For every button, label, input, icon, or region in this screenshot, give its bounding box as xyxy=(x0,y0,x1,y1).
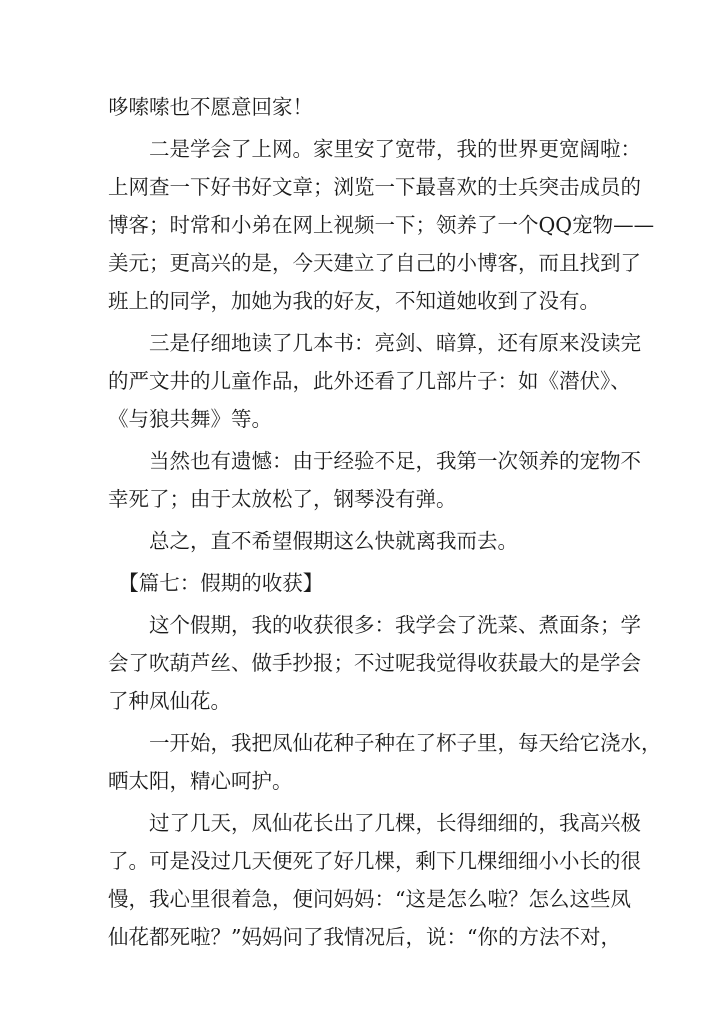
section-heading xyxy=(108,564,616,602)
text-line: 这个假期，我的收获很多：我学会了洗菜、煮面条；学 xyxy=(108,613,641,637)
text-line: 幸死了；由于太放松了，钢琴没有弹。 xyxy=(108,487,457,511)
text-line: 美元；更高兴的是，今天建立了自己的小博客，而且找到了 xyxy=(108,251,641,275)
paragraph-conclusion xyxy=(108,522,616,560)
section-heading-text: 【篇七：假期的收获】 xyxy=(108,571,324,595)
paragraph-planting xyxy=(108,724,662,800)
paragraph-0 xyxy=(108,88,616,126)
paragraph-harvest-intro xyxy=(108,606,641,720)
paragraph-regrets xyxy=(108,442,641,518)
text-line: 仙花都死啦？”妈妈问了我情况后，说：“你的方法不对， xyxy=(108,925,621,949)
text-line: 班上的同学，加她为我的好友，不知道她收到了没有。 xyxy=(108,289,600,313)
text-line: 过了几天，凤仙花长出了几棵，长得细细的，我高兴极 xyxy=(108,811,641,835)
paragraph-read-books xyxy=(108,324,641,438)
text-line: 会了吹葫芦丝、做手抄报；不过呢我觉得收获最大的是学会 xyxy=(108,651,641,675)
text-line: 总之，直不希望假期这么快就离我而去。 xyxy=(108,529,518,553)
text-line: 博客；时常和小弟在网上视频一下；领养了一个QQ宠物—— xyxy=(108,213,655,237)
text-line: 了种凤仙花。 xyxy=(108,689,231,713)
text-line: 一开始，我把凤仙花种子种在了杯子里，每天给它浇水， xyxy=(108,731,662,755)
text-line: 当然也有遗憾：由于经验不足，我第一次领养的宠物不 xyxy=(108,449,641,473)
text-line: 三是仔细地读了几本书：亮剑、暗算，还有原来没读完 xyxy=(108,331,641,355)
text-line: 的严文井的儿童作品，此外还看了几部片子：如《潜伏》、 xyxy=(108,369,631,393)
text-line: 晒太阳，精心呵护。 xyxy=(108,769,293,793)
text-line: 慢，我心里很着急，便问妈妈：“这是怎么啦？怎么这些凤 xyxy=(108,887,631,911)
paragraph-learned-internet xyxy=(108,130,655,320)
text-line: 《与狼共舞》等。 xyxy=(108,407,272,431)
document-body xyxy=(108,88,662,960)
text-line: 上网查一下好书好文章；浏览一下最喜欢的士兵突击成员的 xyxy=(108,175,641,199)
text-line: 哆嗦嗦也不愿意回家！ xyxy=(108,95,313,119)
text-line: 二是学会了上网。家里安了宽带，我的世界更宽阔啦： xyxy=(108,137,641,161)
paragraph-growth xyxy=(108,804,641,956)
text-line: 了。可是没过几天便死了好几棵，剩下几棵细细小小长的很 xyxy=(108,849,641,873)
